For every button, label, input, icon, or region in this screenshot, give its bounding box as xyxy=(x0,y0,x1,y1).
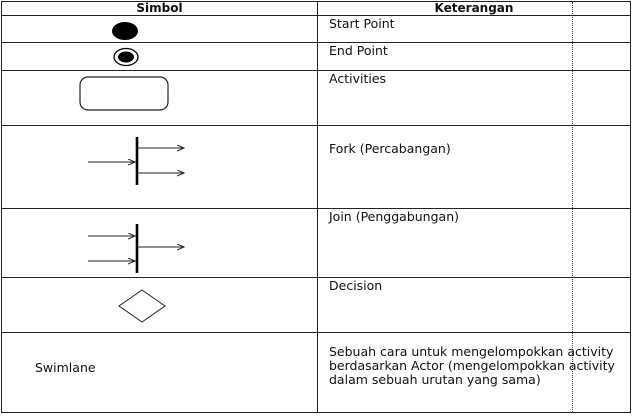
fork-icon xyxy=(88,137,184,185)
desc-fork: Fork (Percabangan) xyxy=(329,141,451,156)
header-symbol: Simbol xyxy=(136,1,183,15)
join-icon xyxy=(88,224,184,273)
start-point-icon xyxy=(112,22,138,40)
desc-activities: Activities xyxy=(329,71,387,86)
desc-join: Join (Penggabungan) xyxy=(329,209,459,224)
end-point-icon xyxy=(114,49,138,66)
decision-diamond-icon xyxy=(119,290,165,322)
header-description: Keterangan xyxy=(434,1,514,15)
desc-start-point: Start Point xyxy=(329,16,395,31)
swimlane-label: Swimlane xyxy=(35,360,96,375)
desc-swimlane: Sebuah cara untuk mengelompokkan activity berdasarkan Actor (mengelompokkan activity dalam sebuah urutan yang sama) xyxy=(329,344,615,387)
desc-end-point: End Point xyxy=(329,43,388,58)
activity-rounded-rect-icon xyxy=(80,77,168,110)
uml-symbol-table xyxy=(1,1,631,413)
desc-decision: Decision xyxy=(329,278,383,293)
